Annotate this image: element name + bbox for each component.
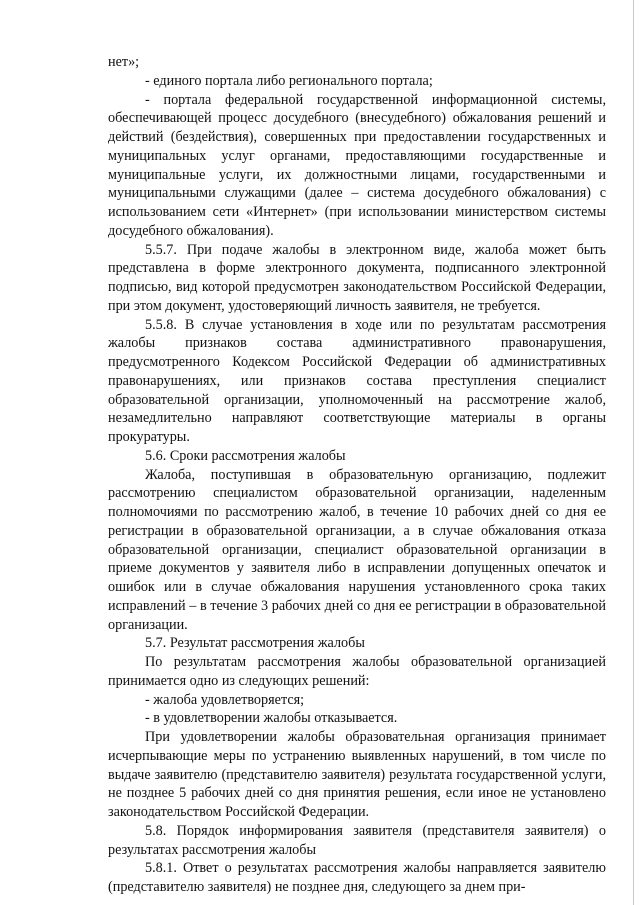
paragraph: 5.7. Результат рассмотрения жалобы [145, 635, 365, 652]
paragraph: 5.8.1. Ответ о результатах рассмотрения жалобы направляется заявителю (представителю заявителя) не позднее дня, следующего за днем при- [108, 860, 606, 895]
paragraph: 5.5.8. В случае установления в ходе или по результатам рассмотрения жалобы признаков состава административного правонарушения, предусмотренного Кодексом Российской Федерации об административных правонарушениях, или признаков состава преступления специалист образовательной организации, уполномоченный на рассмотрение жалоб, незамедлительно направляют соответствующие материалы в органы прокуратуры. [108, 316, 606, 445]
paragraph: - портала федеральной государственной информационной системы, обеспечивающей процесс досудебного (внесудебного) обжалования решений и действий (бездействия), совершенных при предоставлении государственных и муниципальных услуг органами, предоставляющими государственные и муниципальные услуги, их должностными лицами, государственными и муниципальными служащими (далее – система досудебного обжалования) с использованием сети «Интернет» (при использовании министерством системы досудебного обжалования). [108, 91, 606, 239]
paragraph: нет»; [108, 54, 140, 70]
page-edge [633, 0, 634, 905]
paragraph: 5.6. Сроки рассмотрения жалобы [145, 447, 346, 464]
paragraph: При удовлетворении жалобы образовательная организация принимает исчерпывающие меры по устранению выявленных нарушений, в том числе по выдаче заявителю (представителю заявителя) результата государственной услуги, не позднее 5 рабочих дней со дня принятия решения, если иное не установлено законодательством Российской Федерации. [108, 729, 606, 820]
paragraph: 5.8. Порядок информирования заявителя (представителя заявителя) о результатах рассмотрения жалобы [108, 822, 606, 858]
paragraph: - жалоба удовлетворяется; [145, 691, 305, 708]
paragraph: Жалоба, поступившая в образовательную организацию, подлежит рассмотрению специалистом образовательной организации, наделенным полномочиями по рассмотрению жалоб, в течение 10 рабочих дней со дня ее регистрации в образовательной организации, а в случае обжалования отказа образовательной организации, специалист образовательной организации в приеме документов у заявителя либо в исправлении допущенных опечаток и ошибок или в случае обжалования нарушения установленного срока таких исправлений – в течение 3 рабочих дней со дня ее регистрации в образовательной организации. [108, 466, 606, 633]
document-body [108, 53, 606, 897]
paragraph: - единого портала либо регионального портала; [145, 72, 433, 89]
paragraph: - в удовлетворении жалобы отказывается. [145, 710, 398, 727]
paragraph: 5.5.7. При подаче жалобы в электронном виде, жалоба может быть представлена в форме электронного документа, подписанного электронной подписью, вид которой предусмотрен законодательством Российской Федерации, при этом документ, удостоверяющий личность заявителя, не требуется. [108, 241, 606, 314]
paragraph: По результатам рассмотрения жалобы образовательной организацией принимается одно из следующих решений: [108, 654, 606, 689]
